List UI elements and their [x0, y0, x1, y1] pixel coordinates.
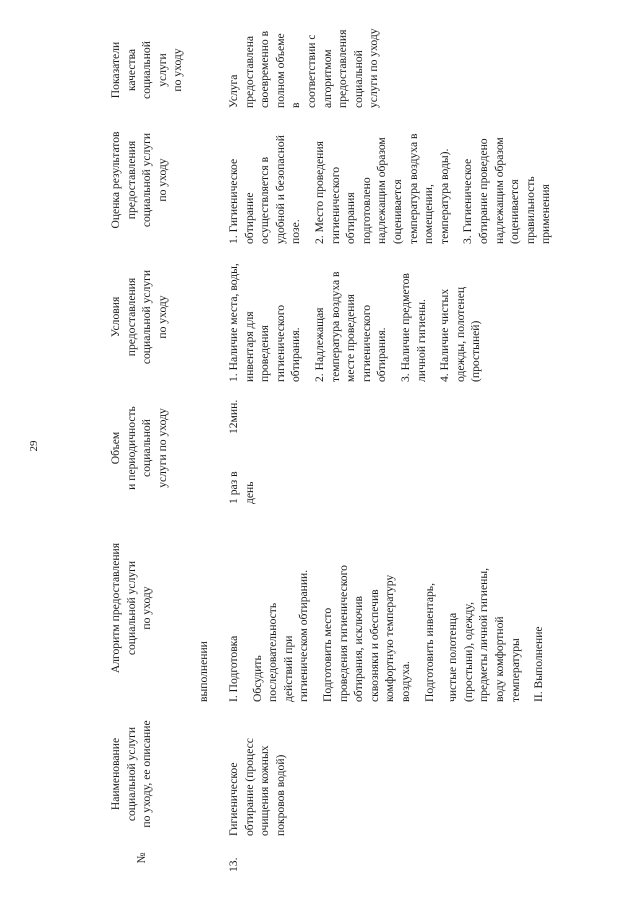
algorithm-step: II. Выполнение — [532, 626, 546, 702]
row-algorithm — [226, 514, 547, 702]
algorithm-step: Обсудить последовательность действий при гигиеническом обтирании. — [250, 569, 311, 702]
header-algorithm: Алгоритм предоставления социальной услуги по уходу — [109, 542, 154, 674]
header-quality: Показатели качества социальной услуги по уходу — [109, 41, 185, 99]
header-conditions: Условия предоставления социальной услуги по уходу — [109, 269, 169, 365]
algorithm-step: Подготовить инвентарь, — [422, 583, 436, 702]
header-volume: Объем и периодичность социальной услуги по уходу — [109, 406, 169, 490]
row-num: 13. — [227, 857, 240, 872]
row-frequency: 1 раз в день — [227, 471, 256, 504]
row-conditions: 1. Наличие места, воды, инвентаря для проведения гигиенического обтирания. 2. Надлежащая температура воздуха в месте проведения гигиенического обтирания. 3. Наличие предметов личной гигиены. 4. Наличие чистых одежды, полотенец (простыней) — [227, 263, 483, 382]
row-evaluation: 1. Гигиеническое обтирание осуществляется в удобной и безопасной позе. 2. Место проведения гигиенического обтирания подготовлено надлежащим образом (оценивается температура воздуха в помещении, температура воды). 3. Гигиеническое обтирание проведено надлежащим образом (оценивается правильность применения — [227, 133, 553, 244]
page-number: 29 — [28, 440, 40, 452]
header-num: № — [135, 852, 148, 864]
algorithm-step: Подготовить место проведения гигиенического обтирания, исключив сквозняки и обеспечив комфортную температуру воздуха. — [320, 565, 412, 702]
header-evaluation: Оценка результатов предоставления социальной услуги по уходу — [109, 131, 169, 229]
algorithm-step: чистые полотенца (простыни), одежду, предметы личной гигиены, воду комфортной температуры — [446, 567, 522, 702]
header-name: Наименование социальной услуги по уходу, ее описание — [109, 720, 154, 828]
row-quality: Услуга предоставлена своевременно в полном объеме в соответствии с алгоритмом предоставления социальной услуги по уходу — [227, 28, 381, 108]
algorithm-carryover: выполнении — [197, 641, 210, 702]
row-duration: 12мин. — [227, 399, 240, 434]
landscape-page — [108, 28, 628, 872]
row-name: Гигиеническое обтирание (процесс очищения кожных покровов водой) — [227, 738, 287, 836]
algorithm-step: I. Подготовка — [227, 635, 240, 702]
